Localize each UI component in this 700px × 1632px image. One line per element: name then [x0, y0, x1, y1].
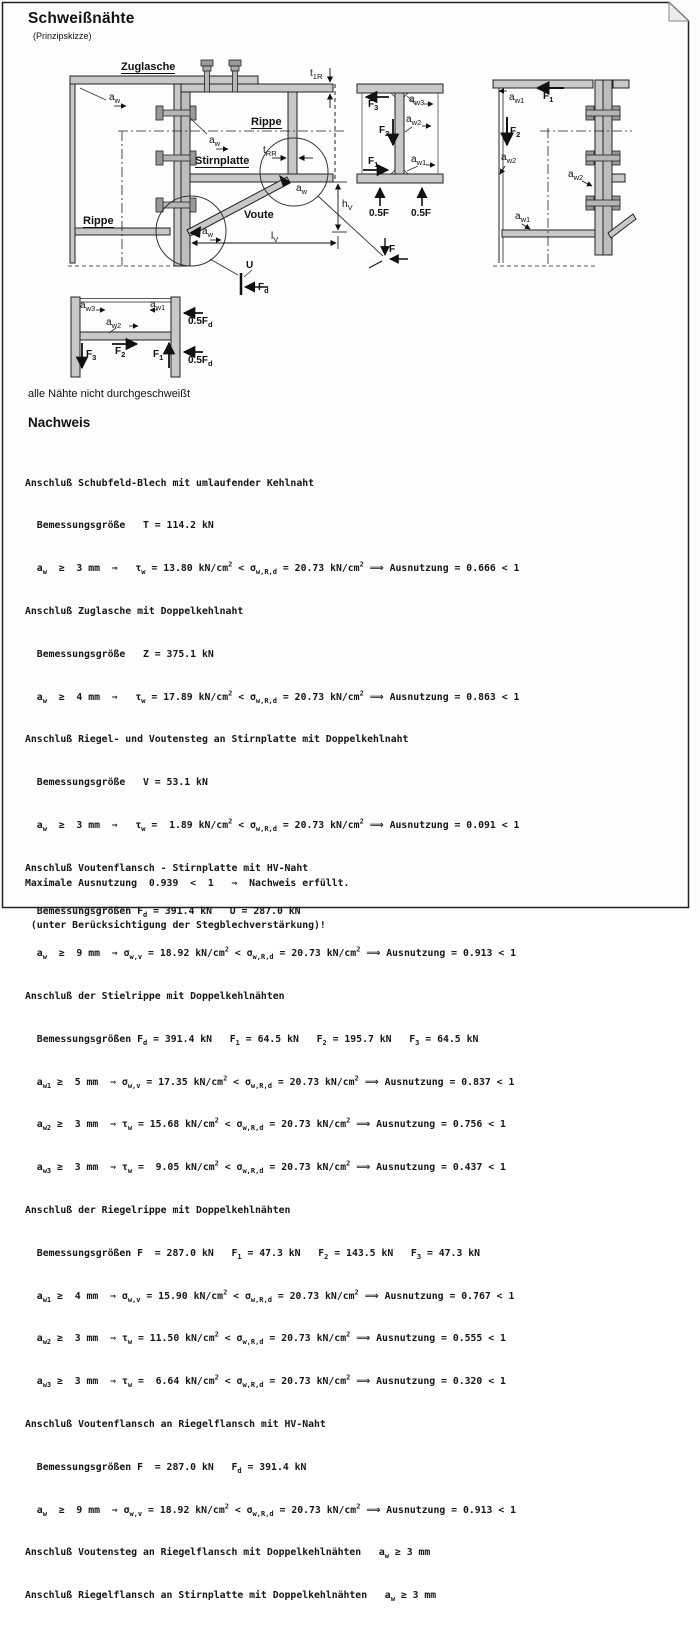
label-aw-lower: $a_w$	[202, 226, 213, 239]
label-fs-f3: $F_3$	[86, 349, 97, 362]
result-line: (unter Berücksichtigung der Stegblechverstärkung)!	[25, 920, 326, 932]
nachweis-line: $a_{w2} \ge 3$ mm ⇒ $\tau_w = 11.50$ $kN/cm^2 < \sigma_{w,R,d} = 20.73$ $kN/cm^2$ ⟹ Ausnutzung = 0.555 < 1	[25, 1331, 506, 1347]
label-fs-f2: $F_2$	[115, 346, 126, 359]
nachweis-line: Bemessungsgröße T = 114.2 kN	[25, 520, 214, 532]
nachweis-line: Bemessungsgrößen $F_d = 391.4$ kN U = 287.0 kN	[25, 905, 301, 919]
weld-note: alle Nähte nicht durchgeschweißt	[28, 388, 191, 400]
nachweis-line: Anschluß Schubfeld-Blech mit umlaufender Kehlnaht	[25, 477, 315, 489]
label-voute: Voute	[244, 209, 274, 221]
label-aw-mid: $a_w$	[209, 135, 220, 148]
label-section-aw3: $a_{w3}$	[409, 94, 425, 107]
nachweis-line: $a_{w3} \ge 3$ mm ⇒ $\tau_w = 9.05$ $kN/cm^2 < \sigma_{w,R,d} = 20.73$ $kN/cm^2$ ⟹ Ausnutzung = 0.437 < 1	[25, 1160, 506, 1176]
nachweis-line: Anschluß Riegelflansch an Stirnplatte mit Doppelkehlnähten $a_w \ge 3$ mm	[25, 1590, 437, 1604]
nachweis-line: Anschluß Zuglasche mit Doppelkehlnaht	[25, 605, 244, 617]
label-fs-f1: $F_1$	[153, 349, 164, 362]
label-fs-aw1: $a_{w1}$	[150, 299, 166, 312]
nachweis-line: Anschluß Riegel- und Voutensteg an Stirnplatte mit Doppelkehlnaht	[25, 734, 409, 746]
nachweis-line: $a_w \ge 4$ mm ⇒ $\tau_w = 17.89$ $kN/cm^2 < \sigma_{w,R,d} = 20.73$ $kN/cm^2$ ⟹ Ausnutzung = 0.863 < 1	[25, 689, 520, 705]
label-col-aw2-right: $a_{w2}$	[568, 169, 584, 182]
label-aw-top-left: $a_w$	[109, 92, 120, 105]
label-section-aw1: $a_{w1}$	[411, 154, 427, 167]
nachweis-line: Bemessungsgrößen F = 287.0 kN $F_1 = 47.3$ kN $F_2 = 143.5$ kN $F_3 = 47.3$ kN	[25, 1247, 481, 1261]
nachweis-line: Bemessungsgröße V = 53.1 kN	[25, 777, 208, 789]
label-trr: $t_{RR}$	[263, 145, 277, 158]
nachweis-line: $a_{w1} \ge 5$ mm ⇒ $\sigma_{w,v} = 17.35$ $kN/cm^2 < \sigma_{w,R,d} = 20.73$ $kN/cm^2$ ⟹ Ausnutzung = 0.837 < 1	[25, 1074, 515, 1090]
label-section-f1: $F_1$	[368, 156, 379, 169]
label-stirnplatte: Stirnplatte	[195, 155, 250, 167]
nachweis-line: $a_{w2} \ge 3$ mm ⇒ $\tau_w = 15.68$ $kN/cm^2 < \sigma_{w,R,d} = 20.73$ $kN/cm^2$ ⟹ Ausnutzung = 0.756 < 1	[25, 1117, 506, 1133]
nachweis-line: Anschluß der Stielrippe mit Doppelkehlnähten	[25, 991, 285, 1003]
nachweis-line: Anschluß Voutenflansch - Stirnplatte mit HV-Naht	[25, 862, 309, 874]
label-rippe-right: Rippe	[251, 116, 282, 128]
folded-corner	[669, 3, 689, 22]
result-block	[25, 848, 349, 962]
label-lv: $l_V$	[271, 231, 279, 244]
nachweis-line: Bemessungsgröße Z = 375.1 kN	[25, 648, 214, 660]
nachweis-line: $a_w \ge 3$ mm ⇒ $\tau_w = 13.80$ $kN/cm^2 < \sigma_{w,R,d} = 20.73$ $kN/cm^2$ ⟹ Ausnutzung = 0.666 < 1	[25, 560, 520, 577]
label-f: F	[389, 244, 396, 255]
page-title: Schweißnähte	[28, 10, 135, 27]
label-zuglasche: Zuglasche	[121, 61, 176, 73]
page-subtitle: (Prinzipskizze)	[33, 31, 92, 41]
nachweis-line: Anschluß der Riegelrippe mit Doppelkehlnähten	[25, 1205, 291, 1217]
nachweis-line: $a_w \ge 9$ mm ⇒ $\sigma_{w,v} = 18.92$ $kN/cm^2 < \sigma_{w,R,d} = 20.73$ $kN/cm^2$ ⟹ Ausnutzung = 0.913 < 1	[25, 946, 517, 962]
label-half-f-right: 0.5F	[411, 208, 432, 219]
label-section-f2: $F_2$	[379, 125, 390, 138]
label-section-aw2: $a_{w2}$	[406, 114, 422, 127]
label-fs-aw2: $a_{w2}$	[106, 317, 122, 330]
label-t1r: $t_{1R}$	[310, 68, 323, 81]
label-col-aw2-left: $a_{w2}$	[501, 152, 517, 165]
label-col-aw1-top: $a_{w1}$	[509, 92, 525, 105]
label-col-f1: $F_1$	[543, 91, 554, 104]
nachweis-line: Bemessungsgrößen $F_d = 391.4$ kN $F_1 = 64.5$ kN $F_2 = 195.7$ kN $F_3 = 64.5$ kN	[25, 1033, 479, 1047]
label-fd: $F_d$	[258, 282, 269, 295]
label-hv: $h_V$	[342, 199, 353, 212]
rippe-beam	[288, 92, 297, 174]
nachweis-line: $a_w \ge 9$ mm ⇒ $\sigma_{w,v} = 18.92$ $kN/cm^2 < \sigma_{w,R,d} = 20.73$ $kN/cm^2$ ⟹ Ausnutzung = 0.913 < 1	[25, 1502, 517, 1518]
label-fs-half-fd-bottom: $0.5F_d$	[188, 355, 213, 368]
nachweis-line: $a_{w1} \ge 4$ mm ⇒ $\sigma_{w,v} = 15.90$ $kN/cm^2 < \sigma_{w,R,d} = 20.73$ $kN/cm^2$ ⟹ Ausnutzung = 0.767 < 1	[25, 1288, 515, 1304]
result-line: Maximale Ausnutzung 0.939 < 1 ⇒ Nachweis erfüllt.	[25, 877, 350, 889]
nachweis-line: Anschluß Voutenflansch an Riegelflansch mit HV-Naht	[25, 1419, 326, 1431]
nachweis-line: $a_{w3} \ge 3$ mm ⇒ $\tau_w = 6.64$ $kN/cm^2 < \sigma_{w,R,d} = 20.73$ $kN/cm^2$ ⟹ Ausnutzung = 0.320 < 1	[25, 1374, 506, 1390]
nachweis-line: $a_w \ge 3$ mm ⇒ $\tau_w = 1.89$ $kN/cm^2 < \sigma_{w,R,d} = 20.73$ $kN/cm^2$ ⟹ Ausnutzung = 0.091 < 1	[25, 817, 520, 833]
label-col-f2: $F_2$	[510, 126, 521, 139]
label-fs-aw3: $a_{w3}$	[80, 300, 96, 313]
label-col-aw1-bottom: $a_{w1}$	[515, 211, 531, 224]
label-rippe-left: Rippe	[83, 215, 114, 227]
label-section-f3: $F_3$	[368, 99, 379, 112]
section-heading: Nachweis	[28, 415, 91, 430]
label-u: U	[246, 260, 254, 271]
label-half-f-left: 0.5F	[369, 208, 390, 219]
label-fs-half-fd-top: $0.5F_d$	[188, 316, 213, 329]
nachweis-line: Bemessungsgrößen F = 287.0 kN $F_d = 391.4$ kN	[25, 1461, 307, 1475]
nachweis-line: Anschluß Voutensteg an Riegelflansch mit Doppelkehlnähten $a_w \ge 3$ mm	[25, 1547, 431, 1561]
zuglasche-plate	[70, 76, 258, 84]
label-aw-voute-end: $a_w$	[296, 183, 307, 196]
nachweis-block	[25, 448, 519, 1632]
